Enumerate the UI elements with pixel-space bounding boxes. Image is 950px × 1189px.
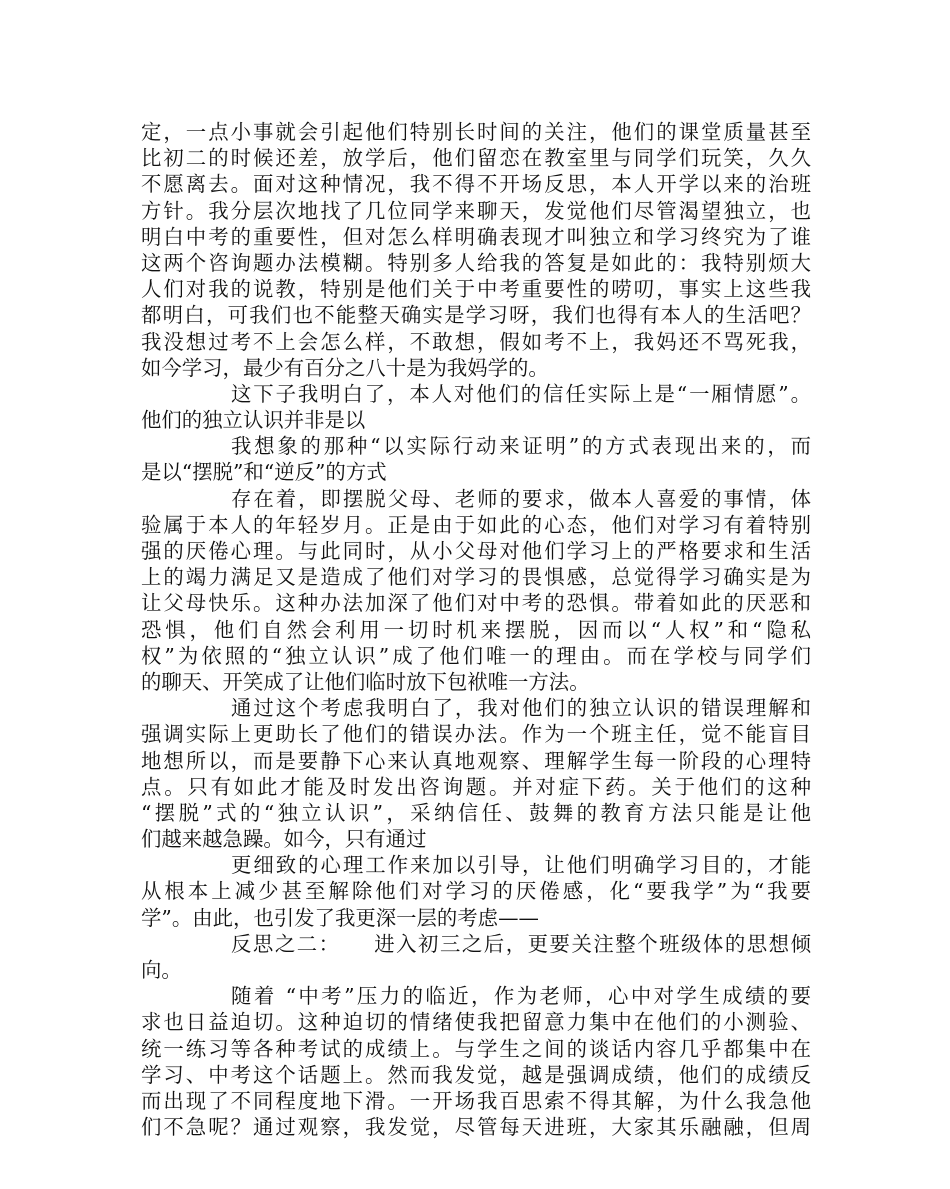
text-line: 定，一点小事就会引起他们特别长时间的关注，他们的课堂质量甚至: [141, 120, 811, 144]
text-line: 人们对我的说教，特别是他们关于中考重要性的唠叨，事实上这些我: [141, 277, 811, 302]
text-line: 更细致的心理工作来加以引导，让他们明确学习目的，才能: [231, 853, 811, 878]
text-line: 强的厌倦心理。与此同时，从小父母对他们学习上的严格要求和生活: [141, 539, 811, 563]
text-line: 恐惧，他们自然会利用一切时机来摆脱，因而以“人权”和“隐私: [141, 617, 811, 642]
text-line: 统一练习等各种考试的成绩上。与学生之间的谈话内容几乎都集中在: [141, 1036, 811, 1061]
text-line: 通过这个考虑我明白了，我对他们的独立认识的错误理解和: [231, 696, 811, 721]
text-line: 的聊天、开笑成了让他们临时放下包袱唯一方法。: [141, 669, 590, 694]
text-line: 我没想过考不上会怎么样，不敢想，假如考不上，我妈还不骂死我，: [141, 329, 811, 354]
text-line: 学习、中考这个话题上。然而我发觉，越是强调成绩，他们的成绩反: [141, 1062, 811, 1087]
text-line: 上的竭力满足又是造成了他们对学习的畏惧感，总觉得学习确实是为: [141, 565, 811, 590]
text-line: 反思之二： 进入初三之后，更要关注整个班级体的思想倾: [231, 931, 811, 956]
text-line: 都明白，可我们也不能整天确实是学习呀，我们也得有本人的生活吧？: [141, 303, 811, 328]
text-line: 们越来越急躁。如今，只有通过: [141, 827, 427, 852]
text-line: 这下子我明白了，本人对他们的信任实际上是“一厢情愿”。: [231, 381, 811, 406]
text-line: 不愿离去。面对这种情况，我不得不开场反思，本人开学以来的治班: [141, 172, 811, 197]
text-line: 随着 “中考”压力的临近，作为老师，心中对学生成绩的要: [231, 984, 811, 1009]
text-line: 从根本上减少甚至解除他们对学习的厌倦感，化“要我学”为“我要: [141, 879, 811, 904]
text-line: 地想所以，而是要静下心来认真地观察、理解学生每一阶段的心理特: [141, 748, 811, 773]
text-line: 求也日益迫切。这种迫切的情绪使我把留意力集中在他们的小测验、: [141, 1010, 811, 1035]
text-line: 向。: [141, 958, 182, 982]
text-line: 是以“摆脱”和“逆反”的方式: [141, 460, 387, 485]
text-line: 而出现了不同程度地下滑。一开场我百思索不得其解，为什么我急他: [141, 1088, 811, 1113]
text-line: 强调实际上更助长了他们的错误办法。作为一个班主任，觉不能盲目: [141, 722, 811, 747]
text-line: 让父母快乐。这种办法加深了他们对中考的恐惧。带着如此的厌恶和: [141, 591, 811, 616]
text-line: 权”为依照的“独立认识”成了他们唯一的理由。而在学校与同学们: [141, 643, 811, 668]
text-line: 我想象的那种“以实际行动来证明”的方式表现出来的，而: [231, 434, 811, 459]
text-line: 们不急呢？通过观察，我发觉，尽管每天进班，大家其乐融融，但周: [141, 1115, 811, 1140]
text-line: 验属于本人的年轻岁月。正是由于如此的心态，他们对学习有着特别: [141, 512, 811, 537]
text-line: 点。只有如此才能及时发出咨询题。并对症下药。关于他们的这种: [141, 774, 811, 799]
text-line: 这两个咨询题办法模糊。特别多人给我的答复是如此的：我特别烦大: [141, 250, 811, 275]
text-line: 存在着，即摆脱父母、老师的要求，做本人喜爱的事情，体: [231, 486, 811, 511]
text-line: 如今学习，最少有百分之八十是为我妈学的。: [141, 355, 549, 380]
text-line: 比初二的时候还差，放学后，他们留恋在教室里与同学们玩笑，久久: [141, 146, 811, 171]
text-line: 明白中考的重要性，但对怎么样明确表现才叫独立和学习终究为了谁: [141, 224, 811, 249]
text-line: 方针。我分层次地找了几位同学来聊天，发觉他们尽管渴望独立，也: [141, 198, 811, 223]
text-line: “摆脱”式的“独立认识”，采纳信任、鼓舞的教育方法只能是让他: [141, 800, 811, 825]
text-line: 学”。由此，也引发了我更深一层的考虑——: [141, 905, 539, 930]
document-body: [141, 119, 811, 1140]
text-line: 他们的独立认识并非是以: [141, 408, 366, 433]
